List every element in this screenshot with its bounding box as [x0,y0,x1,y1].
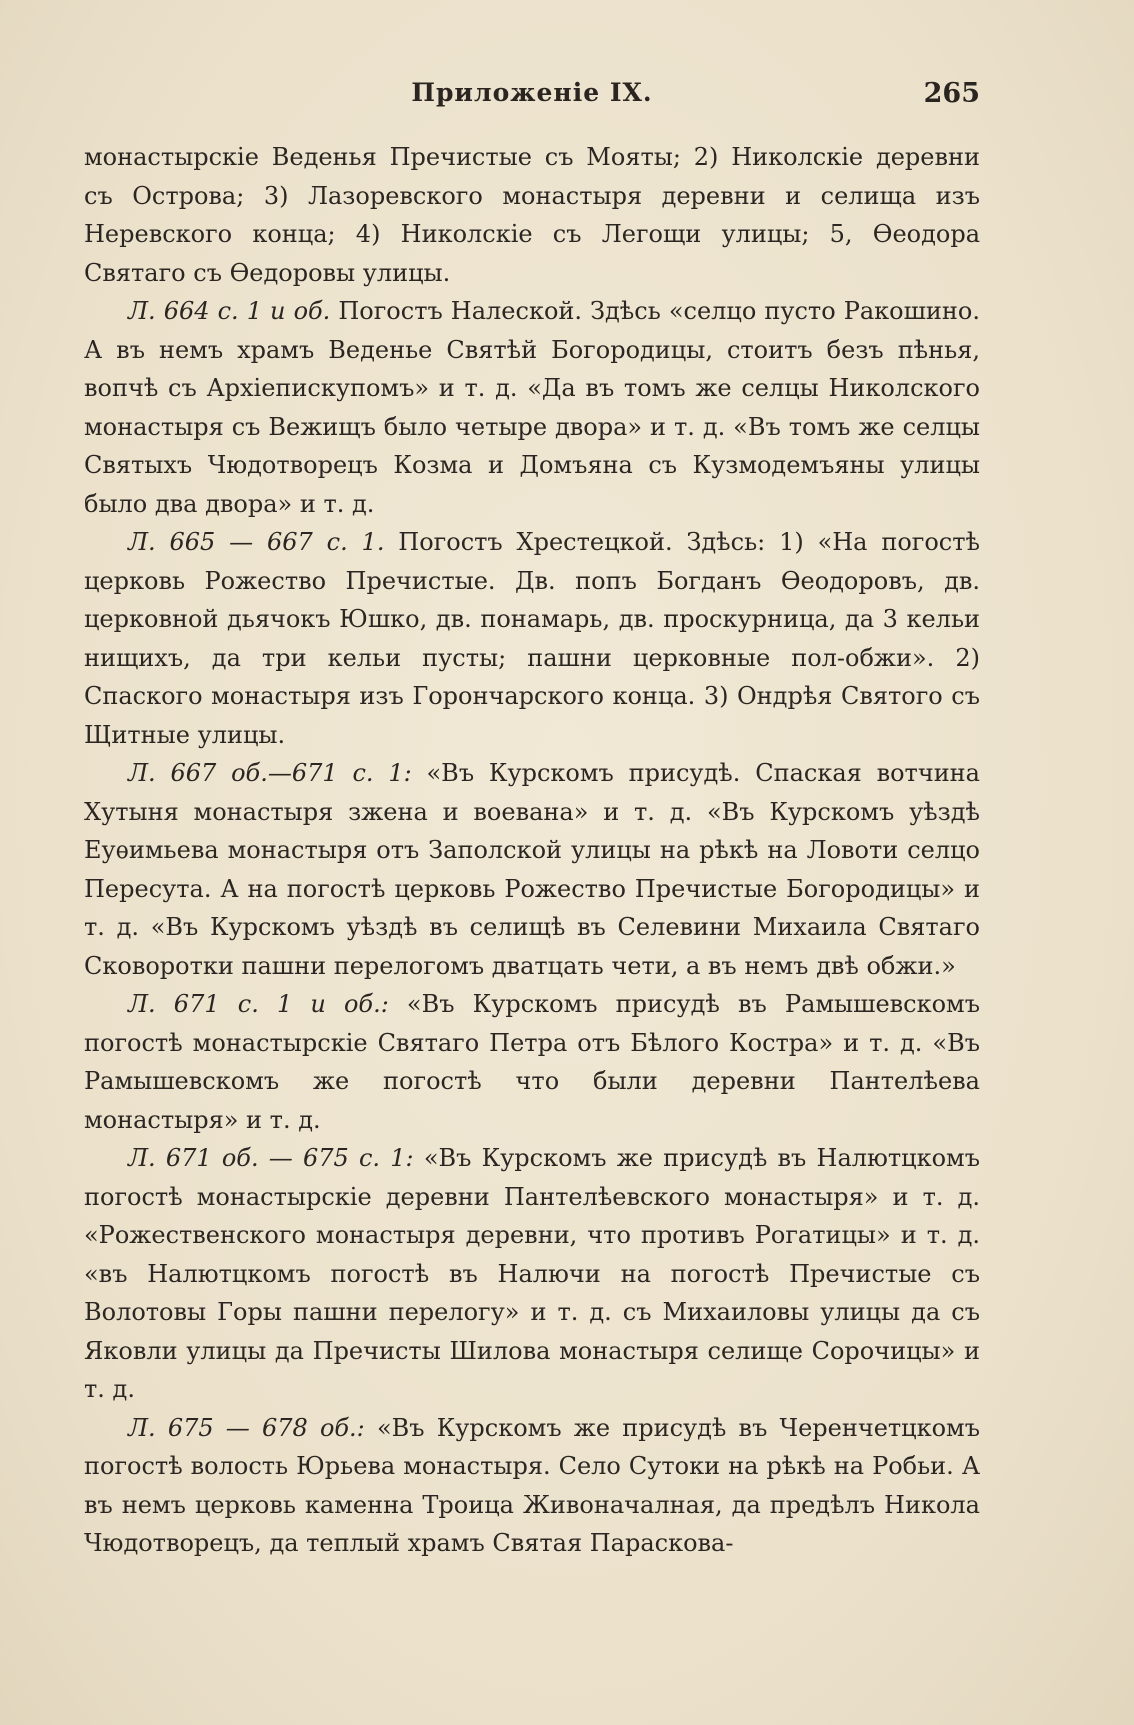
paragraph-text: Погостъ Налеской. Здѣсь «селцо пусто Ракошино. А въ немъ храмъ Веденье Святѣй Богородицы, стоитъ безъ пѣнья, вопчѣ съ Архіепискупомъ» и т. д. «Да въ томъ же селцы Николского монастыря съ Вежищъ было четыре двора» и т. д. «Въ томъ же селцы Святыхъ Чюдотворецъ Козма и Домъяна съ Кузмодемъяны улицы было два двора» и т. д. [84,297,980,518]
paragraph [84,292,980,523]
paragraph-text: Погостъ Хрестецкой. Здѣсь: 1) «На погостѣ церковь Рожество Пречистые. Дв. попъ Богданъ Ѳеодоровъ, дв. церковной дьячокъ Юшко, дв. понамарь, дв. проскурница, да 3 кельи нищихъ, да три кельи пусты; пашни церковные пол-обжи». 2) Спаского монастыря изъ Горончарского конца. 3) Ондрѣя Святого съ Щитные улицы. [84,528,980,749]
paragraph [84,523,980,754]
paragraph-text: «Въ Курскомъ присудѣ въ Рамышевскомъ погостѣ монастырскіе Святаго Петра отъ Бѣлого Костра» и т. д. «Въ Рамышевскомъ же погостѣ что были деревни Пантелѣева монастыря» и т. д. [84,990,980,1134]
paragraph [84,138,980,292]
folio-reference: Л. 664 с. 1 и об. [128,297,331,325]
folio-reference: Л. 675 — 678 об.: [128,1413,365,1442]
page-header [84,78,980,118]
paragraph-text: «Въ Курскомъ же присудѣ въ Черенчетцкомъ погостѣ волость Юрьева монастыря. Село Сутоки на рѣкѣ на Робьи. А въ немъ церковь каменна Троица Живоначалная, да предѣлъ Никола Чюдотворецъ, да теплый храмъ Святая Параскова- [84,1413,980,1557]
paragraph [84,1409,980,1563]
folio-reference: Л. 667 об.—671 с. 1: [128,759,412,787]
folio-reference: Л. 671 об. — 675 с. 1: [128,1144,414,1172]
folio-reference: Л. 665 — 667 с. 1. [128,528,385,556]
body-text [84,138,980,1563]
running-title: Приложеніе IX. [411,78,653,107]
paragraph [84,1139,980,1409]
paragraph [84,985,980,1139]
paragraph [84,754,980,985]
paragraph-text: «Въ Курскомъ присудѣ. Спаская вотчина Хутыня монастыря зжена и воевана» и т. д. «Въ Курскомъ уѣздѣ Еуѳимьева монастыря отъ Заполской улицы на рѣкѣ на Ловоти селцо Пересута. А на погостѣ церковь Рожество Пречистые Богородицы» и т. д. «Въ Курскомъ уѣздѣ въ селищѣ въ Селевини Михаила Святаго Сковоротки пашни перелогомъ дватцать чети, а въ немъ двѣ обжи.» [84,759,980,980]
paragraph-text: «Въ Курскомъ же присудѣ въ Налютцкомъ погостѣ монастырскіе деревни Пантелѣевского монастыря» и т. д. «Рожественского монастыря деревни, что противъ Рогатицы» и т. д. «въ Налютцкомъ погостѣ въ Налючи на погостѣ Пречистые съ Волотовы Горы пашни перелогу» и т. д. съ Михаиловы улицы да съ Яковли улицы да Пречисты Шилова монастыря селище Сорочицы» и т. д. [84,1144,980,1403]
paragraph-text: монастырскіе Веденья Пречистые съ Мояты; 2) Николскіе деревни съ Острова; 3) Лазоревского монастыря деревни и селища изъ Неревского конца; 4) Николскіе съ Легощи улицы; 5, Ѳеодора Святаго съ Ѳедоровы улицы. [84,143,980,287]
page-number: 265 [923,78,980,109]
folio-reference: Л. 671 с. 1 и об.: [128,990,389,1018]
